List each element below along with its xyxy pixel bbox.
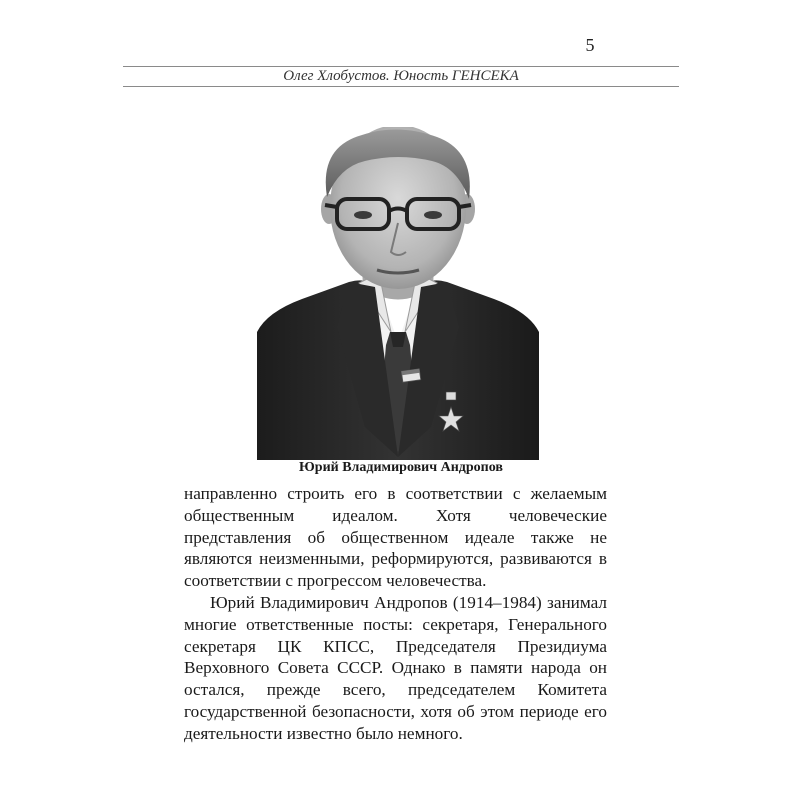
photo-caption: Юрий Владимирович Андропов: [299, 460, 503, 475]
paragraph: Юрий Владимирович Андропов (1914–1984) занимал многие ответственные посты: секретаря, Генерального секретаря ЦК КПСС, Председателя Президиума Верховного Совета СССР. Однако в памяти народа он остался, прежде всего, председателем Комитета государственной безопасности, хотя об этом периоде его деятельности известно было немного.: [184, 592, 607, 743]
header-rule-bottom: [123, 86, 679, 87]
body-text: [184, 483, 607, 745]
running-head: Олег Хлобустов. Юность ГЕНСЕКА: [283, 68, 519, 84]
portrait-photo: [257, 127, 539, 460]
paragraph: направленно строить его в соответствии с желаемым общественным идеалом. Хотя человеческие представления об общественном идеале также не являются неизменными, реформируются, развиваются в соответствии с прогрессом человечества.: [184, 484, 607, 591]
page-number: 5: [585, 35, 595, 55]
